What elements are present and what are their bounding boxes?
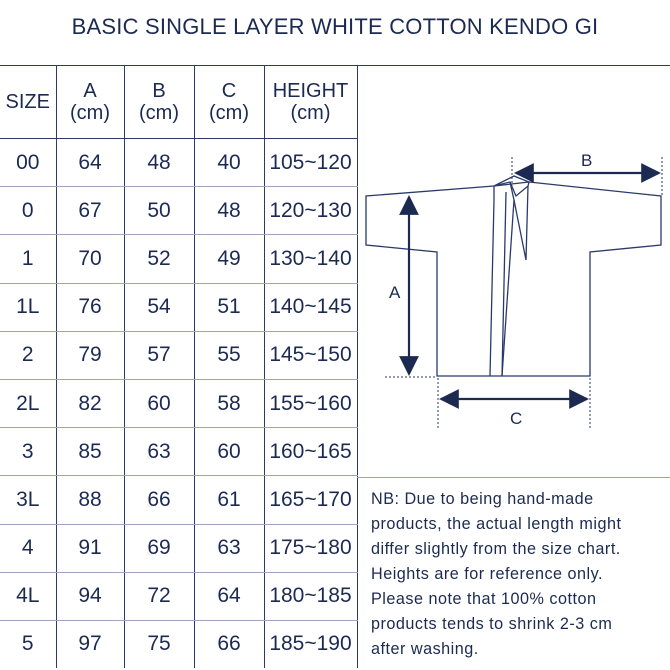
table-row	[0, 139, 357, 187]
care-note	[371, 487, 669, 662]
note-divider	[357, 477, 670, 478]
label-a: A	[389, 283, 401, 302]
table-header-row	[0, 66, 357, 139]
cell-size: 1	[0, 235, 56, 283]
cell-height: 185~190	[264, 620, 357, 668]
table-row	[0, 331, 357, 379]
cell-height: 120~130	[264, 187, 357, 235]
cell-size: 1L	[0, 283, 56, 331]
cell-c: 66	[194, 620, 264, 668]
cell-c: 48	[194, 187, 264, 235]
cell-c: 61	[194, 476, 264, 524]
cell-b: 60	[124, 379, 194, 427]
cell-a: 67	[56, 187, 124, 235]
cell-b: 57	[124, 331, 194, 379]
cell-a: 70	[56, 235, 124, 283]
cell-c: 64	[194, 572, 264, 620]
note-line: Please note that 100% cotton	[371, 590, 597, 608]
cell-size: 00	[0, 139, 56, 187]
label-b: B	[581, 151, 593, 170]
cell-c: 58	[194, 379, 264, 427]
table-row	[0, 572, 357, 620]
cell-c: 55	[194, 331, 264, 379]
cell-b: 66	[124, 476, 194, 524]
note-line: Heights are for reference only.	[371, 565, 604, 583]
table-row	[0, 283, 357, 331]
cell-a: 97	[56, 620, 124, 668]
cell-b: 52	[124, 235, 194, 283]
cell-size: 3L	[0, 476, 56, 524]
table-row	[0, 524, 357, 572]
note-line: NB: Due to being hand-made	[371, 490, 594, 508]
note-line: after washing.	[371, 640, 479, 658]
cell-height: 160~165	[264, 428, 357, 476]
header-b: B (cm)	[124, 66, 194, 139]
cell-size: 2	[0, 331, 56, 379]
cell-height: 175~180	[264, 524, 357, 572]
table-row	[0, 235, 357, 283]
note-line: differ slightly from the size chart.	[371, 540, 621, 558]
header-c: C (cm)	[194, 66, 264, 139]
cell-a: 88	[56, 476, 124, 524]
cell-c: 60	[194, 428, 264, 476]
size-chart-table	[0, 65, 358, 668]
page-title: BASIC SINGLE LAYER WHITE COTTON KENDO GI	[71, 14, 599, 39]
cell-a: 85	[56, 428, 124, 476]
cell-size: 0	[0, 187, 56, 235]
table-row	[0, 379, 357, 427]
cell-b: 69	[124, 524, 194, 572]
cell-height: 165~170	[264, 476, 357, 524]
table-row	[0, 428, 357, 476]
cell-c: 49	[194, 235, 264, 283]
cell-b: 54	[124, 283, 194, 331]
cell-height: 180~185	[264, 572, 357, 620]
cell-size: 2L	[0, 379, 56, 427]
cell-c: 63	[194, 524, 264, 572]
header-a: A (cm)	[56, 66, 124, 139]
header-height: HEIGHT (cm)	[264, 66, 357, 139]
kendo-gi-diagram	[358, 140, 670, 440]
cell-b: 72	[124, 572, 194, 620]
table-row	[0, 620, 357, 668]
table-row	[0, 476, 357, 524]
header-rule	[357, 65, 670, 66]
cell-height: 105~120	[264, 139, 357, 187]
lapel-left	[490, 186, 494, 376]
cell-a: 94	[56, 572, 124, 620]
cell-size: 5	[21, 632, 34, 656]
label-c: C	[510, 409, 523, 428]
cell-a: 79	[56, 331, 124, 379]
cell-b: 50	[124, 187, 194, 235]
cell-height: 130~140	[264, 235, 357, 283]
cell-b: 75	[124, 620, 194, 668]
note-line: products, the actual length might	[371, 515, 622, 533]
cell-size: 4	[0, 524, 56, 572]
cell-a: 82	[56, 379, 124, 427]
cell-a: 91	[56, 524, 124, 572]
table-row	[0, 187, 357, 235]
cell-c: 40	[194, 139, 264, 187]
cell-height: 140~145	[264, 283, 357, 331]
table-body	[0, 139, 357, 669]
cell-c: 51	[194, 283, 264, 331]
cell-a: 76	[56, 283, 124, 331]
cell-size: 3	[0, 428, 56, 476]
cell-height: 155~160	[264, 379, 357, 427]
cell-b: 48	[124, 139, 194, 187]
cell-height: 145~150	[264, 331, 357, 379]
header-size: SIZE	[0, 66, 56, 139]
cell-b: 63	[124, 428, 194, 476]
note-line: products tends to shrink 2-3 cm	[371, 615, 613, 633]
cell-a: 64	[56, 139, 124, 187]
cell-size: 4L	[0, 572, 56, 620]
